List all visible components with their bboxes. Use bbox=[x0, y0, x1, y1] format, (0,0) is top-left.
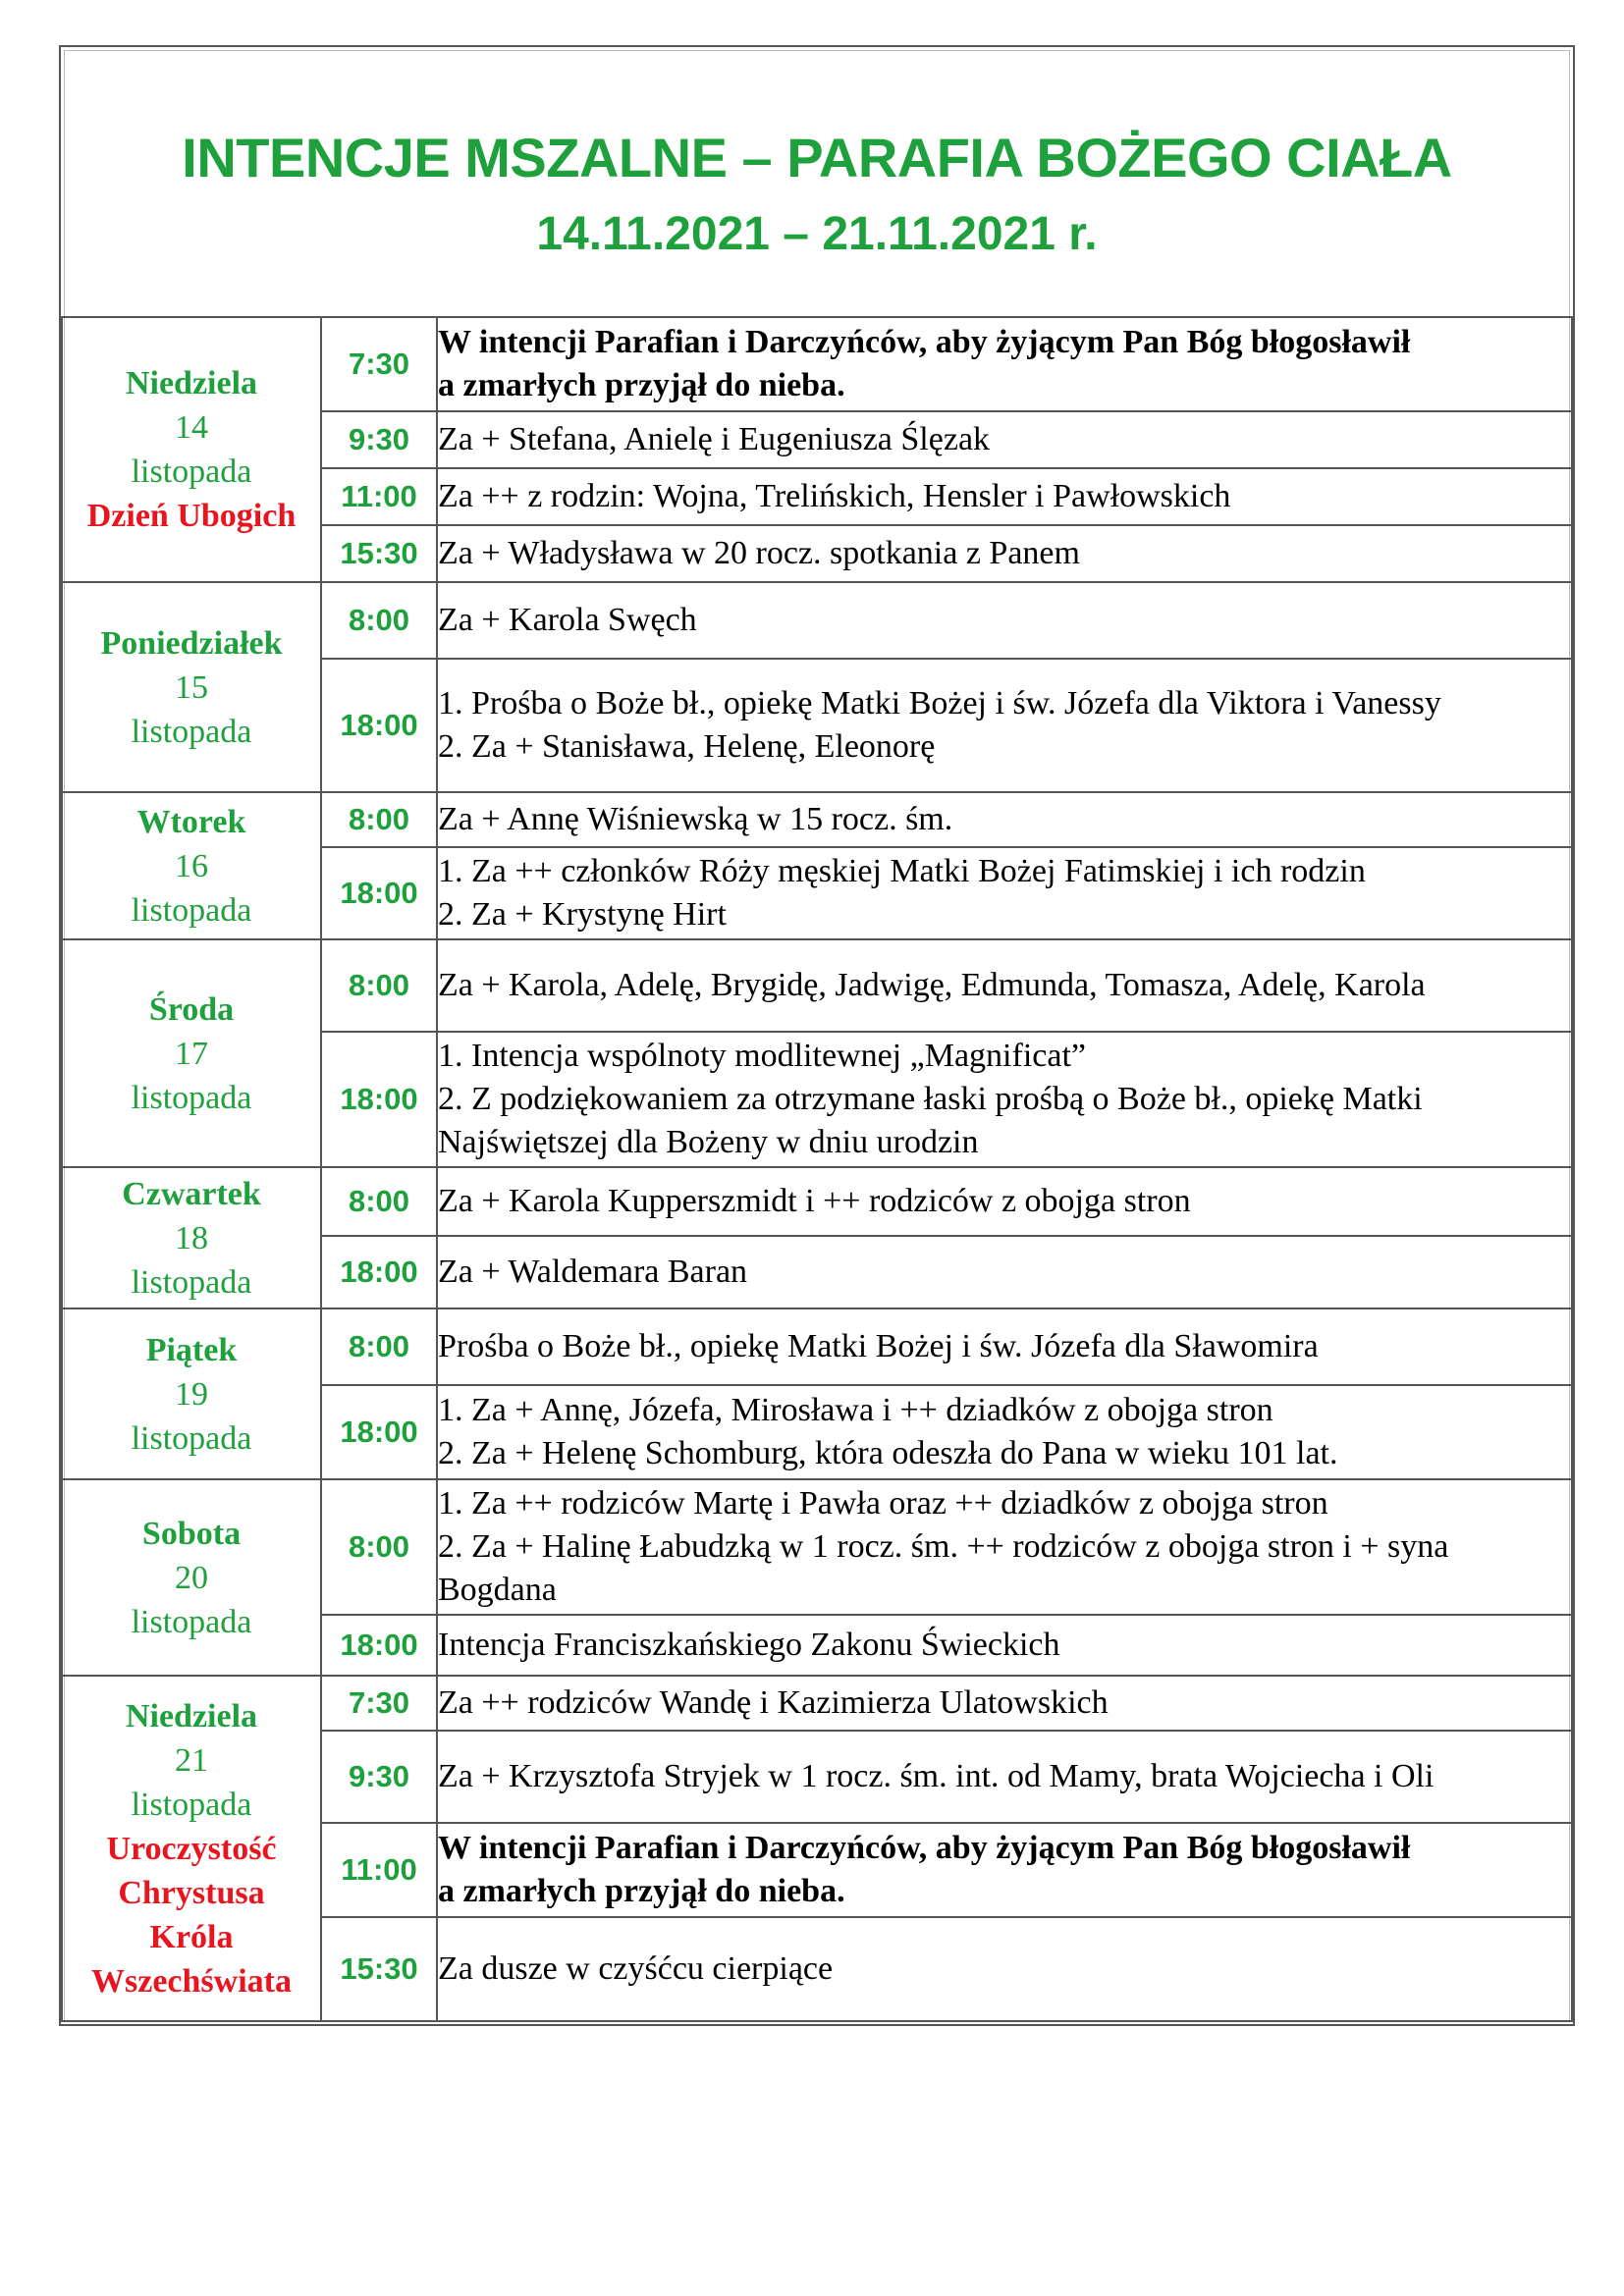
intention-line: Za + Annę Wiśniewską w 15 rocz. śm. bbox=[438, 801, 953, 837]
intention-line: Za dusze w czyśćcu cierpiące bbox=[438, 1950, 834, 1987]
day-cell bbox=[62, 317, 321, 582]
day-number: 15 bbox=[175, 668, 208, 706]
intention-line: 2. Z podziękowaniem za otrzymane łaski prośbą o Boże bł., opiekę Matki Najświętszej dla Bożeny w dniu urodzin bbox=[438, 1081, 1423, 1160]
mass-time: 9:30 bbox=[321, 1731, 437, 1823]
table-row bbox=[62, 1308, 1572, 1385]
day-name: Niedziela bbox=[125, 365, 258, 401]
day-name: Poniedziałek bbox=[100, 624, 283, 662]
day-feast: Króla bbox=[149, 1918, 234, 1955]
mass-intention bbox=[437, 1676, 1572, 1731]
day-month: listopada bbox=[131, 713, 252, 750]
day-month: listopada bbox=[131, 891, 252, 929]
day-name: Sobota bbox=[141, 1515, 242, 1552]
table-row bbox=[62, 1676, 1572, 1731]
table-row bbox=[62, 939, 1572, 1032]
mass-intention bbox=[437, 1823, 1572, 1917]
day-cell bbox=[62, 1308, 321, 1479]
mass-time: 8:00 bbox=[321, 1167, 437, 1236]
intention-line: 1. Prośba o Boże bł., opiekę Matki Bożej i św. Józefa dla Viktora i Vanessy bbox=[438, 685, 1441, 721]
table-row bbox=[62, 582, 1572, 659]
intention-line: W intencji Parafian i Darczyńców, aby żyjącym Pan Bóg błogosławił bbox=[438, 324, 1411, 360]
intention-line: a zmarłych przyjął do nieba. bbox=[438, 1873, 845, 1909]
day-cell bbox=[62, 1676, 321, 2021]
day-month: listopada bbox=[131, 1263, 252, 1301]
mass-intention bbox=[437, 1917, 1572, 2021]
day-month: listopada bbox=[131, 1786, 252, 1823]
table-row bbox=[62, 1479, 1572, 1615]
mass-time: 18:00 bbox=[321, 1385, 437, 1479]
mass-intention bbox=[437, 847, 1572, 939]
intention-line: Za + Karola Kupperszmidt i ++ rodziców z obojga stron bbox=[438, 1183, 1191, 1219]
mass-intention bbox=[437, 525, 1572, 582]
intention-line: Za + Krzysztofa Stryjek w 1 rocz. śm. int. od Mamy, brata Wojciecha i Oli bbox=[438, 1758, 1435, 1794]
intention-line: 2. Za + Krystynę Hirt bbox=[438, 896, 727, 933]
day-cell bbox=[62, 939, 321, 1167]
mass-schedule-table bbox=[61, 316, 1573, 2022]
day-number: 14 bbox=[175, 409, 208, 446]
mass-time: 8:00 bbox=[321, 1308, 437, 1385]
mass-intention bbox=[437, 1308, 1572, 1385]
mass-time: 15:30 bbox=[321, 525, 437, 582]
intention-line: Prośba o Boże bł., opiekę Matki Bożej i św. Józefa dla Sławomira bbox=[438, 1328, 1319, 1364]
mass-intention bbox=[437, 411, 1572, 468]
day-name: Czwartek bbox=[122, 1175, 261, 1212]
intention-line: Za + Karola, Adelę, Brygidę, Jadwigę, Edmunda, Tomasza, Adelę, Karola bbox=[438, 967, 1426, 1003]
day-cell bbox=[62, 1479, 321, 1676]
intention-line: Za + Karola Swęch bbox=[438, 602, 697, 638]
mass-intention bbox=[437, 1385, 1572, 1479]
mass-intention bbox=[437, 317, 1572, 411]
day-number: 21 bbox=[175, 1741, 208, 1779]
intention-line: 2. Za + Helenę Schomburg, która odeszła do Pana w wieku 101 lat. bbox=[438, 1435, 1338, 1471]
day-month: listopada bbox=[131, 1603, 252, 1640]
day-month: listopada bbox=[131, 1079, 252, 1116]
day-name: Piątek bbox=[145, 1331, 238, 1368]
table-row bbox=[62, 792, 1572, 847]
intention-line: 2. Za + Halinę Łabudzką w 1 rocz. śm. ++ rodziców z obojga stron i + syna Bogdana bbox=[438, 1528, 1449, 1608]
intention-line: Za ++ rodziców Wandę i Kazimierza Ulatowskich bbox=[438, 1684, 1109, 1721]
mass-intention bbox=[437, 468, 1572, 525]
mass-intention bbox=[437, 1236, 1572, 1308]
table-row bbox=[62, 1167, 1572, 1236]
mass-time: 18:00 bbox=[321, 1236, 437, 1308]
mass-time: 8:00 bbox=[321, 1479, 437, 1615]
page-title: INTENCJE MSZALNE – PARAFIA BOŻEGO CIAŁA bbox=[182, 127, 1452, 188]
day-feast: Wszechświata bbox=[91, 1962, 292, 2000]
mass-intention bbox=[437, 1032, 1572, 1167]
intention-line: W intencji Parafian i Darczyńców, aby żyjącym Pan Bóg błogosławił bbox=[438, 1830, 1411, 1866]
mass-intention bbox=[437, 659, 1572, 792]
mass-intention bbox=[437, 792, 1572, 847]
day-number: 16 bbox=[175, 847, 208, 884]
date-range: 14.11.2021 – 21.11.2021 r. bbox=[536, 208, 1098, 260]
day-number: 19 bbox=[175, 1375, 208, 1413]
header bbox=[61, 47, 1573, 318]
mass-time: 7:30 bbox=[321, 317, 437, 411]
day-feast: Chrystusa bbox=[118, 1874, 265, 1911]
day-cell bbox=[62, 792, 321, 939]
intention-line: 1. Intencja wspólnoty modlitewnej „Magnificat” bbox=[438, 1038, 1086, 1074]
intention-line: 1. Za + Annę, Józefa, Mirosława i ++ dziadków z obojga stron bbox=[438, 1392, 1273, 1428]
mass-intention bbox=[437, 1167, 1572, 1236]
mass-intention bbox=[437, 939, 1572, 1032]
schedule-sheet bbox=[59, 45, 1575, 2026]
mass-time: 7:30 bbox=[321, 1676, 437, 1731]
intention-line: 1. Za ++ rodziców Martę i Pawła oraz ++ dziadków z obojga stron bbox=[438, 1485, 1328, 1522]
intention-line: Za ++ z rodzin: Wojna, Trelińskich, Hensler i Pawłowskich bbox=[438, 478, 1231, 514]
day-month: listopada bbox=[131, 454, 252, 490]
mass-time: 11:00 bbox=[321, 1823, 437, 1917]
mass-intention bbox=[437, 1731, 1572, 1823]
mass-time: 8:00 bbox=[321, 792, 437, 847]
intention-line: 1. Za ++ członków Róży męskiej Matki Bożej Fatimskiej i ich rodzin bbox=[438, 853, 1366, 889]
intention-line: Za + Władysława w 20 rocz. spotkania z Panem bbox=[438, 535, 1080, 571]
day-number: 17 bbox=[175, 1035, 208, 1072]
day-feast: Uroczystość bbox=[106, 1830, 277, 1867]
mass-time: 18:00 bbox=[321, 1615, 437, 1676]
mass-time: 18:00 bbox=[321, 847, 437, 939]
mass-time: 11:00 bbox=[321, 468, 437, 525]
day-name: Środa bbox=[148, 990, 235, 1028]
table-row bbox=[62, 317, 1572, 411]
day-number: 18 bbox=[175, 1219, 208, 1256]
mass-time: 8:00 bbox=[321, 582, 437, 659]
mass-intention bbox=[437, 582, 1572, 659]
mass-time: 18:00 bbox=[321, 1032, 437, 1167]
mass-time: 18:00 bbox=[321, 659, 437, 792]
day-name: Wtorek bbox=[136, 803, 246, 840]
intention-line: Intencja Franciszkańskiego Zakonu Świeckich bbox=[438, 1627, 1060, 1663]
day-number: 20 bbox=[175, 1559, 208, 1596]
mass-time: 8:00 bbox=[321, 939, 437, 1032]
intention-line: a zmarłych przyjął do nieba. bbox=[438, 367, 845, 403]
mass-time: 9:30 bbox=[321, 411, 437, 468]
day-name: Niedziela bbox=[125, 1697, 258, 1735]
mass-intention bbox=[437, 1615, 1572, 1676]
day-cell bbox=[62, 582, 321, 792]
day-feast: Dzień Ubogich bbox=[86, 498, 297, 534]
intention-line: 2. Za + Stanisława, Helenę, Eleonorę bbox=[438, 728, 936, 765]
intention-line: Za + Waldemara Baran bbox=[438, 1254, 748, 1290]
mass-intention bbox=[437, 1479, 1572, 1615]
mass-time: 15:30 bbox=[321, 1917, 437, 2021]
day-cell bbox=[62, 1167, 321, 1308]
intention-line: Za + Stefana, Anielę i Eugeniusza Ślęzak bbox=[438, 421, 991, 457]
day-month: listopada bbox=[131, 1419, 252, 1457]
